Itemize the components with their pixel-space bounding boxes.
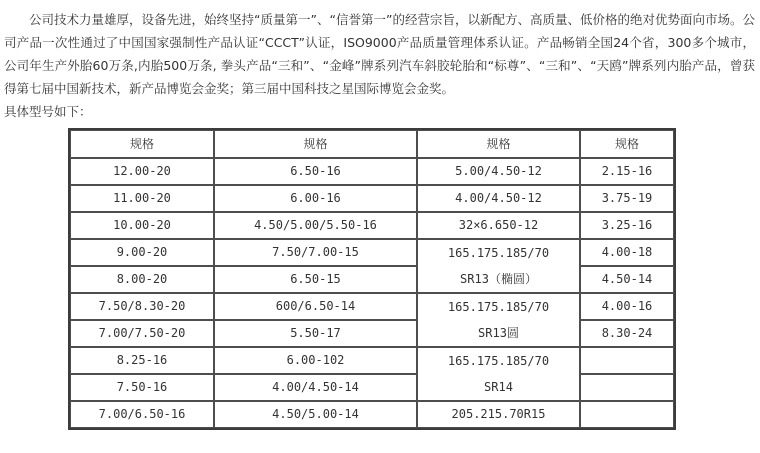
spec-cell: 5.00/4.50-12 xyxy=(417,158,580,185)
spec-cell: 600/6.50-14 xyxy=(214,293,417,320)
spec-cell-line: 165.175.185/70 xyxy=(447,246,550,260)
spec-cell: 4.50/5.00/5.50-16 xyxy=(214,212,417,239)
models-heading: 具体型号如下： xyxy=(4,104,92,119)
spec-cell: 32×6.650-12 xyxy=(417,212,580,239)
table-row xyxy=(70,239,674,266)
spec-cell: 8.30-24 xyxy=(580,320,674,347)
table-row xyxy=(70,158,674,185)
spec-cell-line: 165.175.185/70 xyxy=(447,354,550,368)
table-row xyxy=(70,374,674,401)
spec-cell: 8.25-16 xyxy=(70,347,214,374)
spec-cell: 6.00-102 xyxy=(214,347,417,374)
spec-cell: 8.00-20 xyxy=(70,266,214,293)
spec-cell: 4.00-16 xyxy=(580,293,674,320)
spec-cell: 5.50-17 xyxy=(214,320,417,347)
spec-cell: 3.75-19 xyxy=(580,185,674,212)
spec-cell: 4.50/5.00-14 xyxy=(214,401,417,428)
spec-header-cell: 规格 xyxy=(214,130,417,158)
spec-header-cell: 规格 xyxy=(417,130,580,158)
spec-cell: 2.15-16 xyxy=(580,158,674,185)
spec-cell: 7.00/7.50-20 xyxy=(70,320,214,347)
spec-cell: 4.00/4.50-12 xyxy=(417,185,580,212)
spec-cell-line: SR13圆 xyxy=(478,326,519,340)
spec-cell-line: 165.175.185/70 xyxy=(447,300,550,314)
spec-cell: 6.00-16 xyxy=(214,185,417,212)
spec-cell: 7.50/7.00-15 xyxy=(214,239,417,266)
spec-cell xyxy=(580,347,674,374)
table-row xyxy=(70,185,674,212)
spec-cell: 4.50-14 xyxy=(580,266,674,293)
spec-cell: 12.00-20 xyxy=(70,158,214,185)
table-row xyxy=(70,401,674,428)
spec-cell: 4.00/4.50-14 xyxy=(214,374,417,401)
table-row xyxy=(70,293,674,320)
spec-cell-line: SR14 xyxy=(484,380,513,394)
spec-cell-line: SR13（椭圆） xyxy=(460,272,537,286)
spec-cell xyxy=(580,374,674,401)
spec-cell: 6.50-16 xyxy=(214,158,417,185)
spec-cell: 6.50-15 xyxy=(214,266,417,293)
spec-cell-merged xyxy=(417,293,580,347)
table-row xyxy=(70,320,674,347)
spec-cell: 7.00/6.50-16 xyxy=(70,401,214,428)
spec-cell xyxy=(580,401,674,428)
spec-cell: 9.00-20 xyxy=(70,239,214,266)
spec-cell-merged xyxy=(417,239,580,293)
spec-cell: 10.00-20 xyxy=(70,212,214,239)
table-row xyxy=(70,266,674,293)
spec-cell: 3.25-16 xyxy=(580,212,674,239)
spec-cell: 4.00-18 xyxy=(580,239,674,266)
spec-table-header-row xyxy=(70,130,674,158)
spec-cell: 11.00-20 xyxy=(70,185,214,212)
spec-cell-merged xyxy=(417,347,580,401)
spec-header-cell: 规格 xyxy=(580,130,674,158)
spec-cell: 205.215.70R15 xyxy=(417,401,580,428)
table-row xyxy=(70,347,674,374)
spec-header-cell: 规格 xyxy=(70,130,214,158)
spec-table xyxy=(68,128,676,430)
intro-paragraph: 公司技术力量雄厚，设备先进，始终坚持“质量第一”、“信誉第一”的经营宗旨，以新配方、高质量、低价格的绝对优势面向市场。公司产品一次性通过了中国国家强制性产品认证“CCCT”认证，ISO9000产品质量管理体系认证。产品畅销全国24个省，300多个城市，公司年生产外胎60万条,内胎500万条, 拳头产品“三和”、“金峰”牌系列汽车斜胶轮胎和“标尊”、“三和”、“天鸥”牌系列内胎产品，曾获得第七届中国新技术，新产品博览会金奖；第三届中国科技之星国际博览会金奖。 xyxy=(4,12,755,96)
spec-cell: 7.50/8.30-20 xyxy=(70,293,214,320)
spec-cell: 7.50-16 xyxy=(70,374,214,401)
table-row xyxy=(70,212,674,239)
